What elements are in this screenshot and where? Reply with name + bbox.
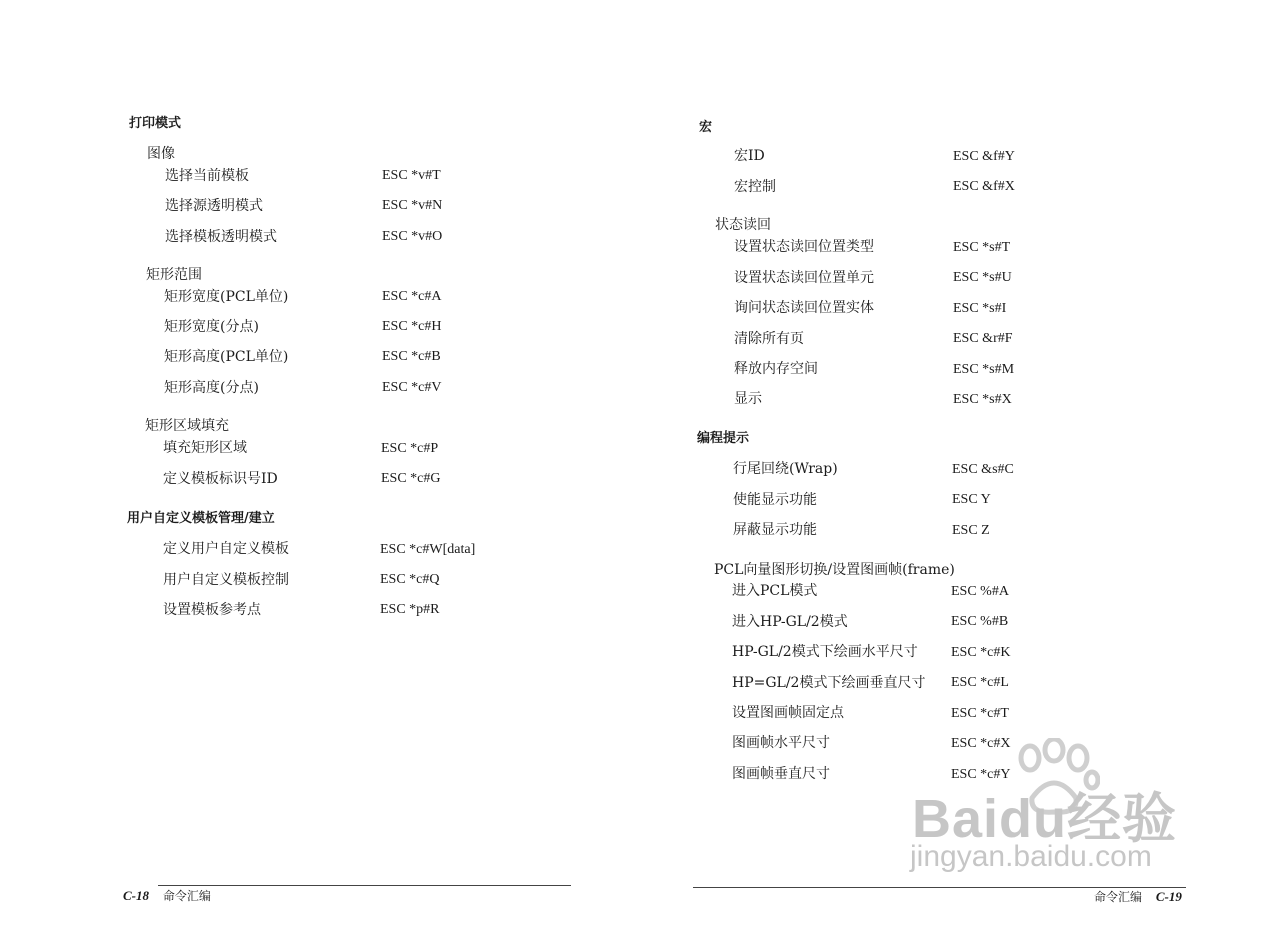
command-code: ESC *c#P — [381, 441, 439, 456]
command-label: 矩形宽度(PCL单位) — [164, 289, 289, 305]
command-label: 设置模板参考点 — [163, 602, 261, 618]
command-label: 矩形宽度(分点) — [164, 319, 259, 335]
command-label: 图画帧水平尺寸 — [732, 735, 830, 751]
footer-rule — [158, 885, 571, 886]
command-label: 进入PCL模式 — [732, 583, 818, 599]
command-label: 进入HP-GL/2模式 — [732, 614, 848, 630]
command-code: ESC *c#W[data] — [380, 542, 476, 557]
command-label: 设置状态读回位置单元 — [734, 270, 874, 286]
command-code: ESC *s#X — [953, 392, 1012, 407]
command-label: 宏ID — [734, 148, 765, 164]
command-code: ESC *v#N — [382, 198, 443, 213]
command-code: ESC *p#R — [380, 602, 440, 617]
command-code: ESC *s#U — [953, 270, 1012, 285]
command-label: 选择源透明模式 — [165, 198, 263, 214]
command-code: ESC *s#M — [953, 362, 1015, 377]
command-code: ESC *c#H — [382, 319, 442, 334]
watermark-url: jingyan.baidu.com — [910, 840, 1152, 873]
subsection-title: 矩形区域填充 — [145, 418, 229, 434]
command-label: 询问状态读回位置实体 — [734, 300, 874, 316]
command-code: ESC *c#G — [381, 471, 441, 486]
command-label: 使能显示功能 — [733, 492, 817, 508]
command-code: ESC *c#Y — [951, 767, 1011, 782]
command-label: 设置图画帧固定点 — [732, 705, 844, 721]
command-code: ESC *v#T — [382, 168, 441, 183]
subsection-title: 图像 — [147, 146, 175, 162]
page-number: C-19 — [1155, 889, 1182, 904]
command-code: ESC *c#V — [382, 380, 442, 395]
command-code: ESC %#B — [951, 614, 1009, 629]
section-title: 宏 — [699, 120, 713, 135]
command-code: ESC *v#O — [382, 229, 443, 244]
command-code: ESC *c#A — [382, 289, 442, 304]
command-label: 显示 — [734, 391, 762, 407]
command-label: 选择当前模板 — [165, 168, 249, 184]
command-label: 填充矩形区域 — [163, 440, 247, 456]
footer-title: 命令汇编 — [1094, 890, 1143, 904]
footer-title: 命令汇编 — [162, 889, 211, 903]
section-title: 打印模式 — [129, 116, 182, 131]
subsection-title: 矩形范围 — [146, 267, 202, 283]
command-code: ESC *c#B — [382, 349, 441, 364]
command-code: ESC Y — [952, 492, 991, 507]
command-code: ESC Z — [952, 523, 990, 538]
command-code: ESC &r#F — [953, 331, 1013, 346]
section-title: 编程提示 — [697, 431, 750, 446]
command-label: 用户自定义模板控制 — [163, 572, 289, 588]
command-code: ESC *c#K — [951, 645, 1011, 660]
command-code: ESC *s#T — [953, 240, 1011, 255]
page-footer — [123, 887, 211, 904]
command-code: ESC &f#X — [953, 179, 1015, 194]
command-label: 屏蔽显示功能 — [733, 522, 817, 538]
command-code: ESC *c#Q — [380, 572, 440, 587]
command-label: 宏控制 — [734, 179, 776, 195]
command-label: 清除所有页 — [734, 331, 804, 347]
page-footer — [1094, 888, 1182, 905]
command-label: 矩形高度(PCL单位) — [164, 349, 289, 365]
command-label: HP-GL/2模式下绘画水平尺寸 — [732, 644, 918, 660]
command-code: ESC *c#X — [951, 736, 1011, 751]
watermark-brand: Baidu经验 — [912, 789, 1178, 849]
subsection-title: 状态读回 — [715, 217, 771, 233]
command-label: 行尾回绕(Wrap) — [733, 461, 838, 477]
command-code: ESC &f#Y — [953, 149, 1015, 164]
command-code: ESC %#A — [951, 584, 1009, 599]
command-label: HP=GL/2模式下绘画垂直尺寸 — [732, 675, 926, 691]
command-label: 定义用户自定义模板 — [163, 541, 289, 557]
command-label: 图画帧垂直尺寸 — [732, 766, 830, 782]
command-label: 选择模板透明模式 — [165, 229, 277, 245]
command-label: 定义模板标识号ID — [163, 471, 278, 487]
command-code: ESC *c#T — [951, 706, 1009, 721]
command-label: 设置状态读回位置类型 — [734, 239, 874, 255]
section-title: 用户自定义模板管理/建立 — [127, 511, 275, 526]
page-number: C-18 — [123, 888, 149, 903]
command-label: 矩形高度(分点) — [164, 380, 259, 396]
subsection-title: PCL向量图形切换/设置图画帧(frame) — [714, 562, 955, 578]
command-code: ESC *c#L — [951, 675, 1009, 690]
command-code: ESC *s#I — [953, 301, 1007, 316]
command-label: 释放内存空间 — [734, 361, 818, 377]
command-code: ESC &s#C — [952, 462, 1014, 477]
